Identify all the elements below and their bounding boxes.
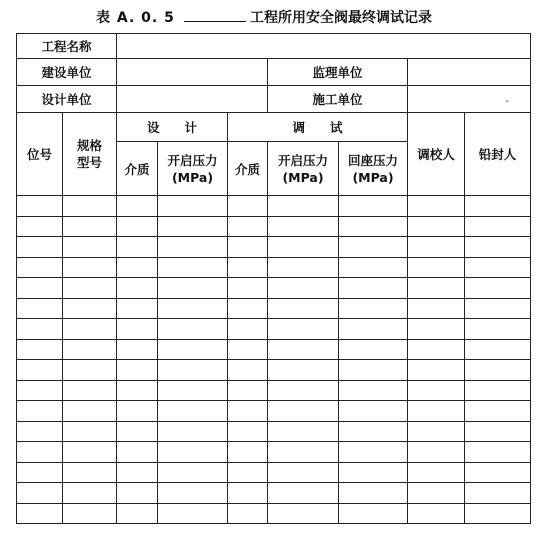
table-row <box>17 216 531 237</box>
table-cell[interactable] <box>63 360 117 381</box>
table-cell[interactable] <box>228 421 268 442</box>
table-cell[interactable] <box>268 237 339 258</box>
table-cell[interactable] <box>117 503 158 524</box>
table-cell[interactable] <box>465 360 531 381</box>
project-name-row <box>17 34 531 59</box>
table-cell[interactable] <box>117 298 158 319</box>
reseat-pressure-header <box>339 142 408 196</box>
table-cell[interactable] <box>158 421 228 442</box>
table-cell[interactable] <box>17 503 63 524</box>
table-cell[interactable] <box>228 298 268 319</box>
table-cell[interactable] <box>228 401 268 422</box>
table-cell[interactable] <box>63 278 117 299</box>
table-cell[interactable] <box>228 196 268 217</box>
table-cell[interactable] <box>63 339 117 360</box>
table-cell[interactable] <box>117 360 158 381</box>
table-cell[interactable] <box>465 462 531 483</box>
reseat-pressure-unit: (MPa) <box>352 169 394 185</box>
table-cell[interactable] <box>117 278 158 299</box>
table-row <box>17 196 531 217</box>
table-row <box>17 298 531 319</box>
table-cell[interactable] <box>268 216 339 237</box>
table-row <box>17 319 531 340</box>
table-cell[interactable] <box>228 380 268 401</box>
table-cell[interactable] <box>465 278 531 299</box>
table-row <box>17 401 531 422</box>
table-cell[interactable] <box>63 462 117 483</box>
table-cell[interactable] <box>268 503 339 524</box>
table-cell[interactable] <box>17 216 63 237</box>
table-cell[interactable] <box>228 339 268 360</box>
table-cell[interactable] <box>268 360 339 381</box>
table-cell[interactable] <box>408 196 465 217</box>
table-cell[interactable] <box>339 462 408 483</box>
table-row <box>17 257 531 278</box>
table-cell[interactable] <box>117 196 158 217</box>
table-cell[interactable] <box>63 421 117 442</box>
table-row <box>17 278 531 299</box>
table-cell[interactable] <box>228 462 268 483</box>
debug-record-table <box>16 33 531 524</box>
table-cell[interactable] <box>408 401 465 422</box>
table-cell[interactable] <box>158 257 228 278</box>
table-cell[interactable] <box>465 319 531 340</box>
table-cell[interactable] <box>465 339 531 360</box>
adjuster-header: 调校人 <box>408 113 465 196</box>
table-cell[interactable] <box>465 196 531 217</box>
table-row <box>17 462 531 483</box>
group-header-row <box>17 113 531 142</box>
table-cell[interactable] <box>158 216 228 237</box>
table-cell[interactable] <box>63 319 117 340</box>
table-row <box>17 503 531 524</box>
design-group-header: 设 计 <box>117 113 228 142</box>
data-rows <box>17 196 531 524</box>
table-cell[interactable] <box>63 483 117 504</box>
table-cell[interactable] <box>268 380 339 401</box>
supervision-unit-label: 监理单位 <box>268 59 408 86</box>
project-name-field[interactable] <box>117 34 531 59</box>
table-row <box>17 380 531 401</box>
table-cell[interactable] <box>268 257 339 278</box>
table-cell[interactable] <box>17 421 63 442</box>
table-cell[interactable] <box>228 257 268 278</box>
table-cell[interactable] <box>17 339 63 360</box>
table-cell[interactable] <box>63 237 117 258</box>
spec-model-header <box>63 113 117 196</box>
table-cell[interactable] <box>117 216 158 237</box>
table-cell[interactable] <box>268 319 339 340</box>
table-cell[interactable] <box>158 319 228 340</box>
table-cell[interactable] <box>339 401 408 422</box>
table-cell[interactable] <box>339 421 408 442</box>
table-cell[interactable] <box>408 298 465 319</box>
table-cell[interactable] <box>117 401 158 422</box>
table-cell[interactable] <box>117 421 158 442</box>
table-cell[interactable] <box>158 196 228 217</box>
table-cell[interactable] <box>408 380 465 401</box>
table-cell[interactable] <box>158 483 228 504</box>
table-cell[interactable] <box>465 380 531 401</box>
table-cell[interactable] <box>117 339 158 360</box>
table-cell[interactable] <box>158 278 228 299</box>
table-cell[interactable] <box>63 503 117 524</box>
design-medium-header: 介质 <box>117 142 158 196</box>
debug-open-pressure-label: 开启压力 <box>278 152 329 168</box>
table-cell[interactable] <box>339 339 408 360</box>
table-cell[interactable] <box>17 298 63 319</box>
table-cell[interactable] <box>17 257 63 278</box>
table-title: 工程所用安全阀最终调试记录 <box>250 10 432 26</box>
table-title-row <box>0 0 538 30</box>
table-cell[interactable] <box>408 278 465 299</box>
table-cell[interactable] <box>158 401 228 422</box>
table-cell[interactable] <box>117 442 158 463</box>
table-cell[interactable] <box>63 257 117 278</box>
table-cell[interactable] <box>408 503 465 524</box>
reseat-pressure-label: 回座压力 <box>348 152 399 168</box>
table-cell[interactable] <box>268 278 339 299</box>
contractor-unit-field[interactable] <box>408 86 531 113</box>
table-cell[interactable] <box>268 339 339 360</box>
table-cell[interactable] <box>158 380 228 401</box>
table-number: 表 A. 0. 5 <box>96 10 175 26</box>
table-cell[interactable] <box>339 257 408 278</box>
table-cell[interactable] <box>339 319 408 340</box>
table-cell[interactable] <box>158 339 228 360</box>
table-cell[interactable] <box>63 216 117 237</box>
table-cell[interactable] <box>63 298 117 319</box>
table-cell[interactable] <box>408 237 465 258</box>
table-cell[interactable] <box>465 257 531 278</box>
table-cell[interactable] <box>408 339 465 360</box>
design-unit-label: 设计单位 <box>17 86 117 113</box>
table-cell[interactable] <box>228 237 268 258</box>
table-cell[interactable] <box>465 401 531 422</box>
table-cell[interactable] <box>117 257 158 278</box>
table-cell[interactable] <box>17 462 63 483</box>
table-cell[interactable] <box>63 442 117 463</box>
table-cell[interactable] <box>228 278 268 299</box>
table-cell[interactable] <box>17 442 63 463</box>
supervision-unit-field[interactable] <box>408 59 531 86</box>
table-cell[interactable] <box>17 237 63 258</box>
project-name-label: 工程名称 <box>17 34 117 59</box>
table-cell[interactable] <box>339 503 408 524</box>
table-cell[interactable] <box>408 483 465 504</box>
title-blank-line <box>184 21 246 22</box>
table-cell[interactable] <box>268 442 339 463</box>
table-cell[interactable] <box>117 319 158 340</box>
table-cell[interactable] <box>339 442 408 463</box>
design-open-pressure-label: 开启压力 <box>167 152 218 168</box>
table-cell[interactable] <box>339 483 408 504</box>
construction-unit-label: 建设单位 <box>17 59 117 86</box>
table-cell[interactable] <box>158 237 228 258</box>
table-cell[interactable] <box>339 196 408 217</box>
table-cell[interactable] <box>339 216 408 237</box>
contractor-unit-label: 施工单位 <box>268 86 408 113</box>
table-cell[interactable] <box>228 360 268 381</box>
sealer-header: 铅封人 <box>465 113 531 196</box>
contractor-unit-value: - <box>505 95 509 107</box>
table-cell[interactable] <box>339 360 408 381</box>
table-cell[interactable] <box>117 462 158 483</box>
table-cell[interactable] <box>63 401 117 422</box>
table-cell[interactable] <box>17 380 63 401</box>
table-cell[interactable] <box>17 196 63 217</box>
table-cell[interactable] <box>17 483 63 504</box>
table-cell[interactable] <box>339 278 408 299</box>
table-cell[interactable] <box>465 298 531 319</box>
table-cell[interactable] <box>268 196 339 217</box>
table-cell[interactable] <box>465 421 531 442</box>
table-cell[interactable] <box>408 216 465 237</box>
table-cell[interactable] <box>158 442 228 463</box>
table-cell[interactable] <box>465 216 531 237</box>
table-cell[interactable] <box>408 442 465 463</box>
design-open-pressure-header <box>158 142 228 196</box>
model-label: 型号 <box>77 155 103 170</box>
table-cell[interactable] <box>117 483 158 504</box>
table-cell[interactable] <box>408 462 465 483</box>
table-cell[interactable] <box>408 360 465 381</box>
table-cell[interactable] <box>158 503 228 524</box>
table-cell[interactable] <box>268 298 339 319</box>
table-cell[interactable] <box>17 278 63 299</box>
debug-medium-header: 介质 <box>228 142 268 196</box>
design-open-pressure-unit: (MPa) <box>171 169 214 185</box>
debug-group-header: 调 试 <box>228 113 408 142</box>
table-cell[interactable] <box>408 319 465 340</box>
table-cell[interactable] <box>158 298 228 319</box>
table-row <box>17 339 531 360</box>
debug-open-pressure-unit: (MPa) <box>282 169 324 185</box>
design-unit-field[interactable] <box>117 86 268 113</box>
table-cell[interactable] <box>465 237 531 258</box>
table-cell[interactable] <box>158 462 228 483</box>
table-cell[interactable] <box>339 380 408 401</box>
table-cell[interactable] <box>228 503 268 524</box>
table-cell[interactable] <box>465 503 531 524</box>
table-cell[interactable] <box>339 298 408 319</box>
table-row <box>17 237 531 258</box>
table-cell[interactable] <box>17 319 63 340</box>
table-row <box>17 442 531 463</box>
table-cell[interactable] <box>158 360 228 381</box>
table-cell[interactable] <box>408 257 465 278</box>
table-cell[interactable] <box>63 380 117 401</box>
table-cell[interactable] <box>228 442 268 463</box>
table-cell[interactable] <box>465 442 531 463</box>
position-header: 位号 <box>17 113 63 196</box>
table-cell[interactable] <box>228 216 268 237</box>
construction-unit-field[interactable] <box>117 59 268 86</box>
table-cell[interactable] <box>465 483 531 504</box>
construction-row <box>17 59 531 86</box>
table-row <box>17 421 531 442</box>
table-cell[interactable] <box>408 421 465 442</box>
table-cell[interactable] <box>117 380 158 401</box>
debug-open-pressure-header <box>268 142 339 196</box>
design-row <box>17 86 531 113</box>
table-row <box>17 483 531 504</box>
table-cell[interactable] <box>268 483 339 504</box>
table-cell[interactable] <box>17 360 63 381</box>
table-cell[interactable] <box>339 237 408 258</box>
table-cell[interactable] <box>63 196 117 217</box>
table-cell[interactable] <box>17 401 63 422</box>
table-row <box>17 360 531 381</box>
table-cell[interactable] <box>228 483 268 504</box>
table-cell[interactable] <box>117 237 158 258</box>
table-cell[interactable] <box>268 401 339 422</box>
table-cell[interactable] <box>228 319 268 340</box>
table-cell[interactable] <box>268 462 339 483</box>
spec-label: 规格 <box>77 138 103 153</box>
table-cell[interactable] <box>268 421 339 442</box>
